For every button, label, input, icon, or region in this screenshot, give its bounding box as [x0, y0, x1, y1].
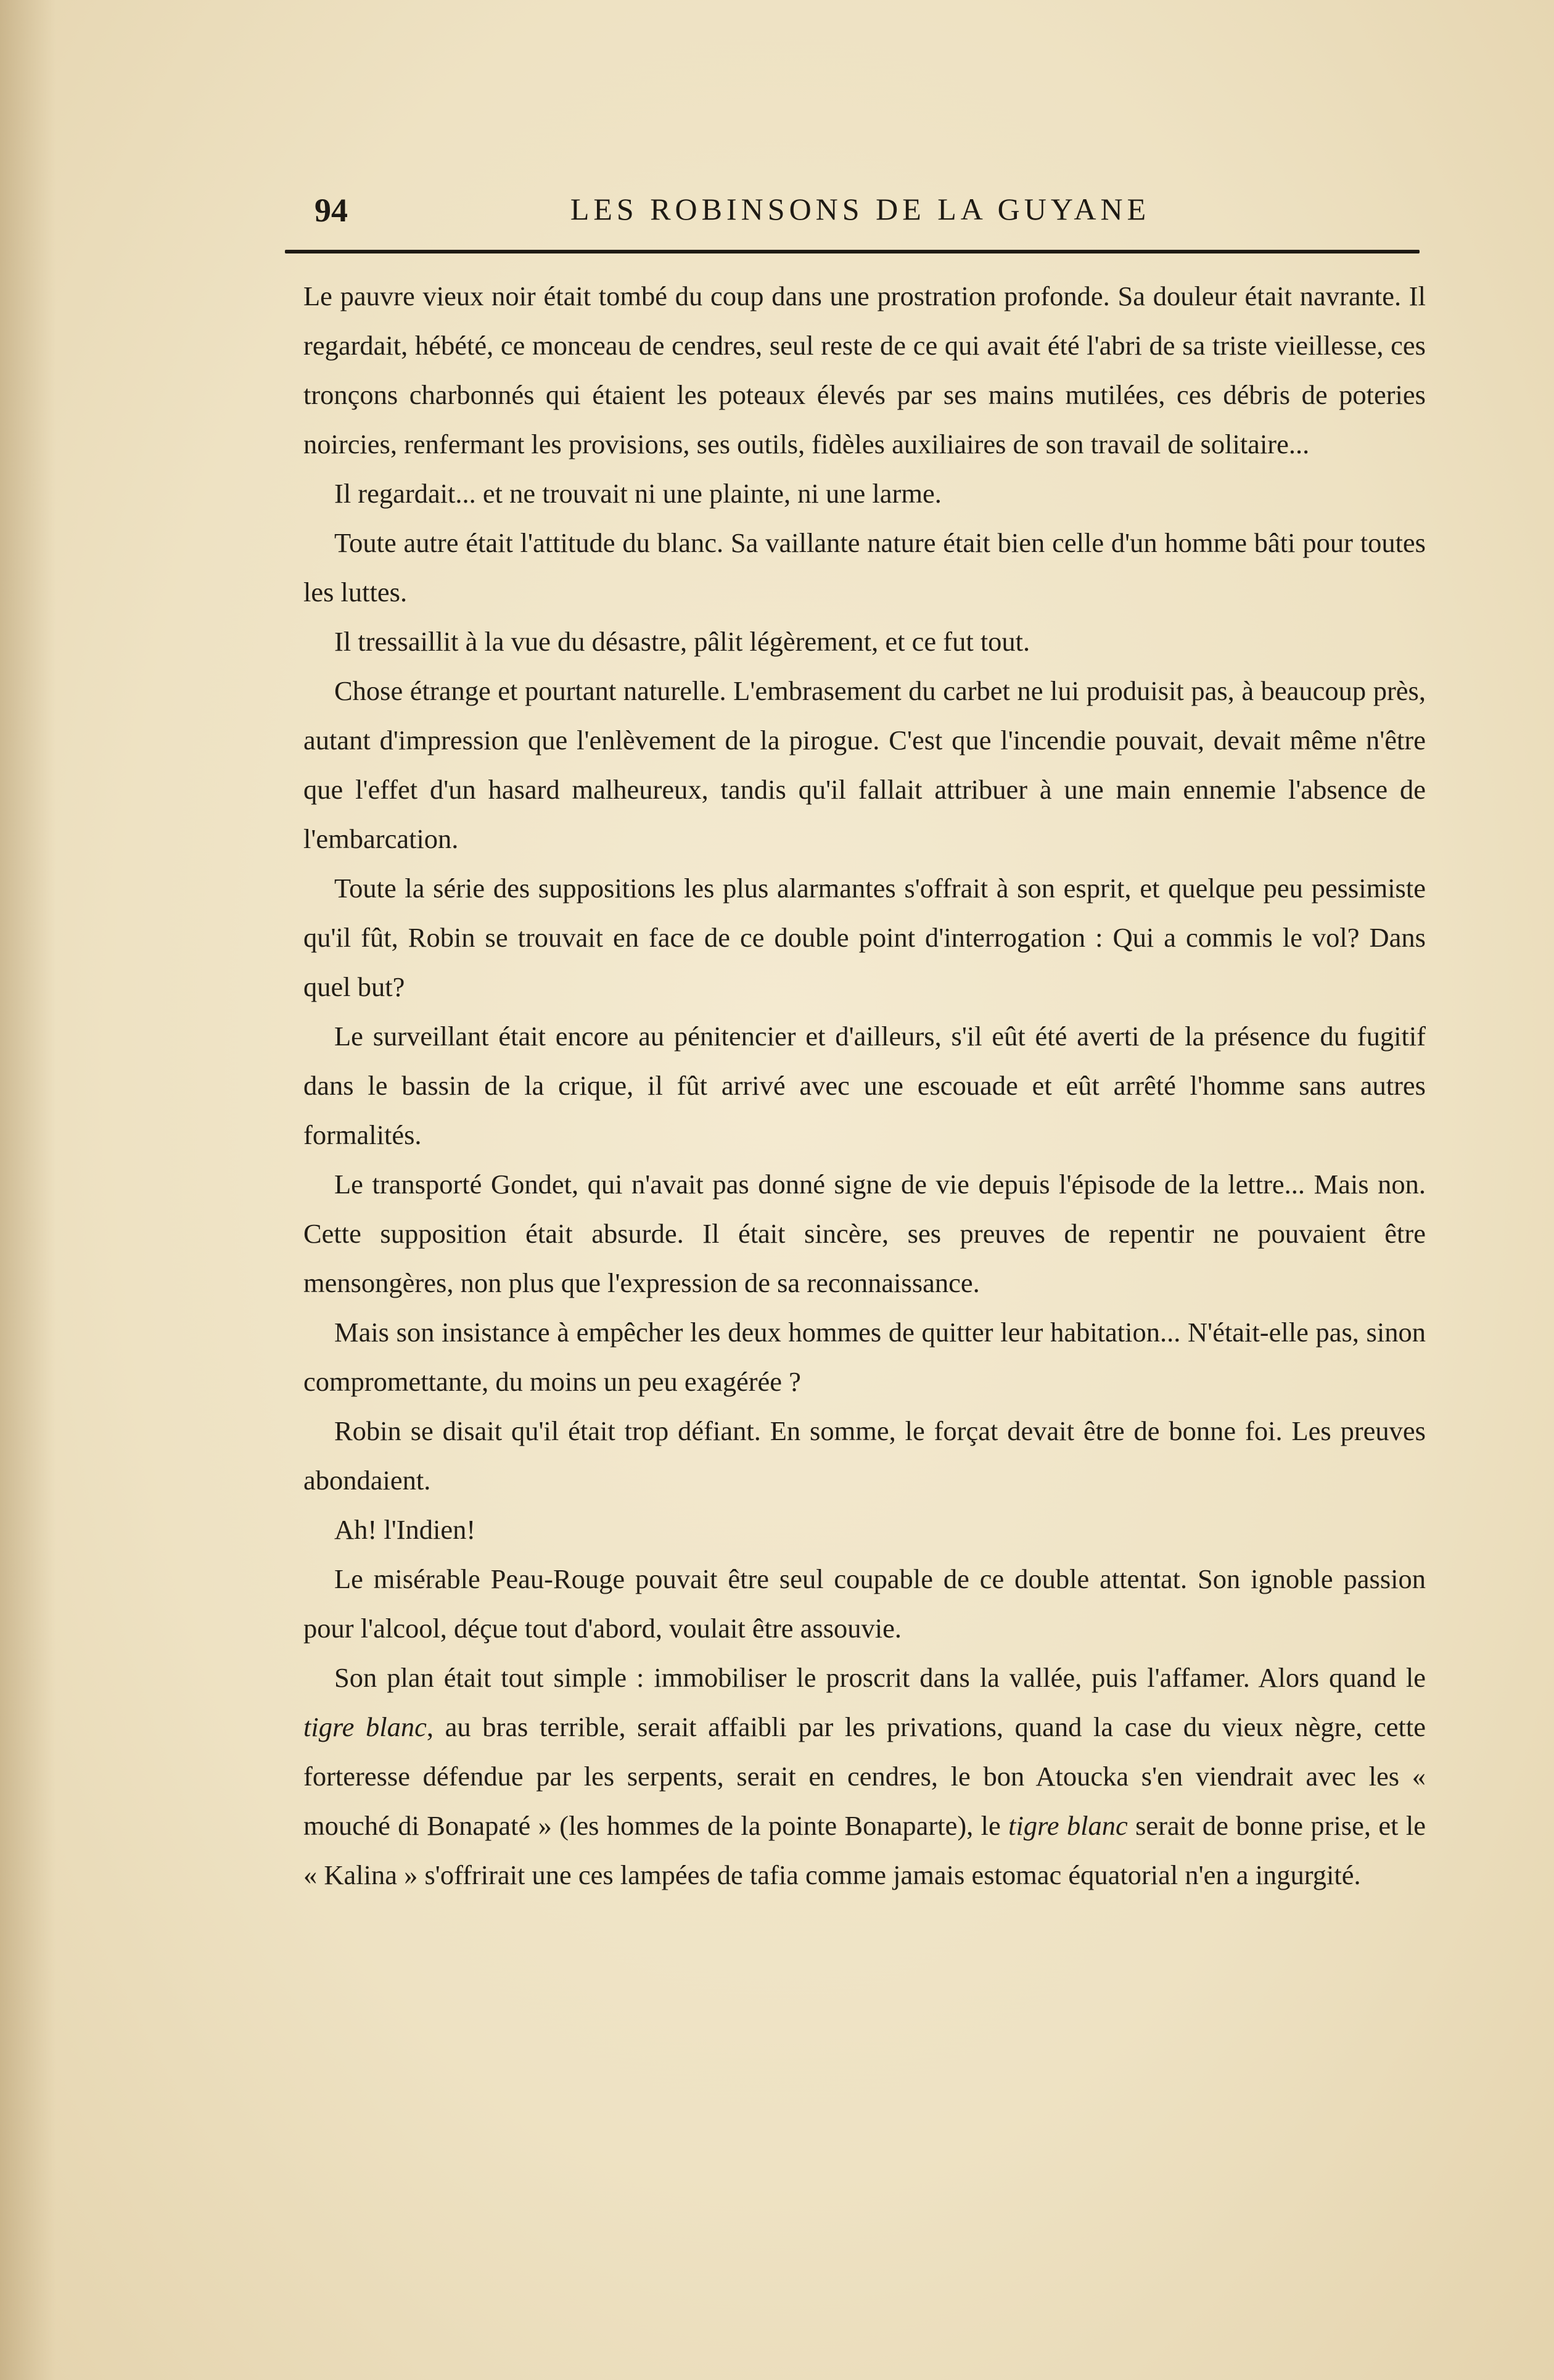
- paragraph-13: [303, 1653, 1426, 1900]
- paragraph-1: Le pauvre vieux noir était tombé du coup dans une prostration profonde. Sa douleur était navrante. Il regardait, hébété, ce monceau de cendres, seul reste de ce qui avait été l'abri de sa triste vieillesse, ces tronçons charbonnés qui étaient les poteaux élevés par ses mains mutilées, ces débris de poteries noircies, renfermant les provisions, ses outils, fidèles auxiliaires de son travail de solitaire...: [303, 281, 1426, 459]
- paragraph-8: Le transporté Gondet, qui n'avait pas donné signe de vie depuis l'épisode de la lettre... Mais non. Cette supposition était absurde. Il était sincère, ses preuves de repentir ne pouvaient être mensongères, non plus que l'expression de sa reconnaissance.: [303, 1169, 1426, 1298]
- body-text: [303, 271, 1426, 1900]
- italic-phrase-tigre-blanc-2: tigre blanc: [1008, 1810, 1128, 1841]
- header-rule: [285, 250, 1420, 253]
- paragraph-6: Toute la série des suppositions les plus alarmantes s'offrait à son esprit, et quelque peu pessimiste qu'il fût, Robin se trouvait en face de ce double point d'interrogation : Qui a commis le vol? Dans quel but?: [303, 873, 1426, 1002]
- paragraph-11: Ah! l'Indien!: [334, 1514, 476, 1545]
- paragraph-13-part-3: serait de bonne prise, et le « Kalina » s'offrirait une ces lampées de tafia comme jamais estomac équatorial n'en a ingurgité.: [303, 1810, 1426, 1890]
- paragraph-13-part-1: Son plan était tout simple : immobiliser le proscrit dans la vallée, puis l'affamer. Alors quand le: [334, 1662, 1426, 1693]
- paragraph-12: Le misérable Peau-Rouge pouvait être seul coupable de ce double attentat. Son ignoble passion pour l'alcool, déçue tout d'abord, voulait être assouvie.: [303, 1563, 1426, 1644]
- paragraph-10: Robin se disait qu'il était trop défiant. En somme, le forçat devait être de bonne foi. Les preuves abondaient.: [303, 1415, 1426, 1496]
- italic-phrase-tigre-blanc-1: tigre blanc: [303, 1711, 427, 1742]
- paragraph-4: Il tressaillit à la vue du désastre, pâlit légèrement, et ce fut tout.: [334, 626, 1030, 657]
- paragraph-7: Le surveillant était encore au pénitencier et d'ailleurs, s'il eût été averti de la présence du fugitif dans le bassin de la crique, il fût arrivé avec une escouade et eût arrêté l'homme sans autres formalités.: [303, 1021, 1426, 1150]
- paragraph-5: Chose étrange et pourtant naturelle. L'embrasement du carbet ne lui produisit pas, à beaucoup près, autant d'impression que l'enlèvement de la pirogue. C'est que l'incendie pouvait, devait même n'être que l'effet d'un hasard malheureux, tandis qu'il fallait attribuer à une main ennemie l'absence de l'embarcation.: [303, 675, 1426, 854]
- paragraph-2: Il regardait... et ne trouvait ni une plainte, ni une larme.: [334, 478, 942, 509]
- page-number: 94: [314, 192, 348, 229]
- running-head: [302, 185, 1418, 241]
- paragraph-9: Mais son insistance à empêcher les deux hommes de quitter leur habitation... N'était-elle pas, sinon compromettante, du moins un peu exagérée ?: [303, 1317, 1426, 1397]
- running-title: LES ROBINSONS DE LA GUYANE: [570, 192, 1151, 226]
- paragraph-3: Toute autre était l'attitude du blanc. Sa vaillante nature était bien celle d'un homme bâti pour toutes les luttes.: [303, 527, 1426, 607]
- paragraph-13-part-2: , au bras terrible, serait affaibli par les privations, quand la case du vieux nègre, cette forteresse défendue par les serpents, serait en cendres, le bon Atoucka s'en viendrait avec les « mouché di Bonapaté » (les hommes de la pointe Bonaparte), le: [303, 1711, 1426, 1841]
